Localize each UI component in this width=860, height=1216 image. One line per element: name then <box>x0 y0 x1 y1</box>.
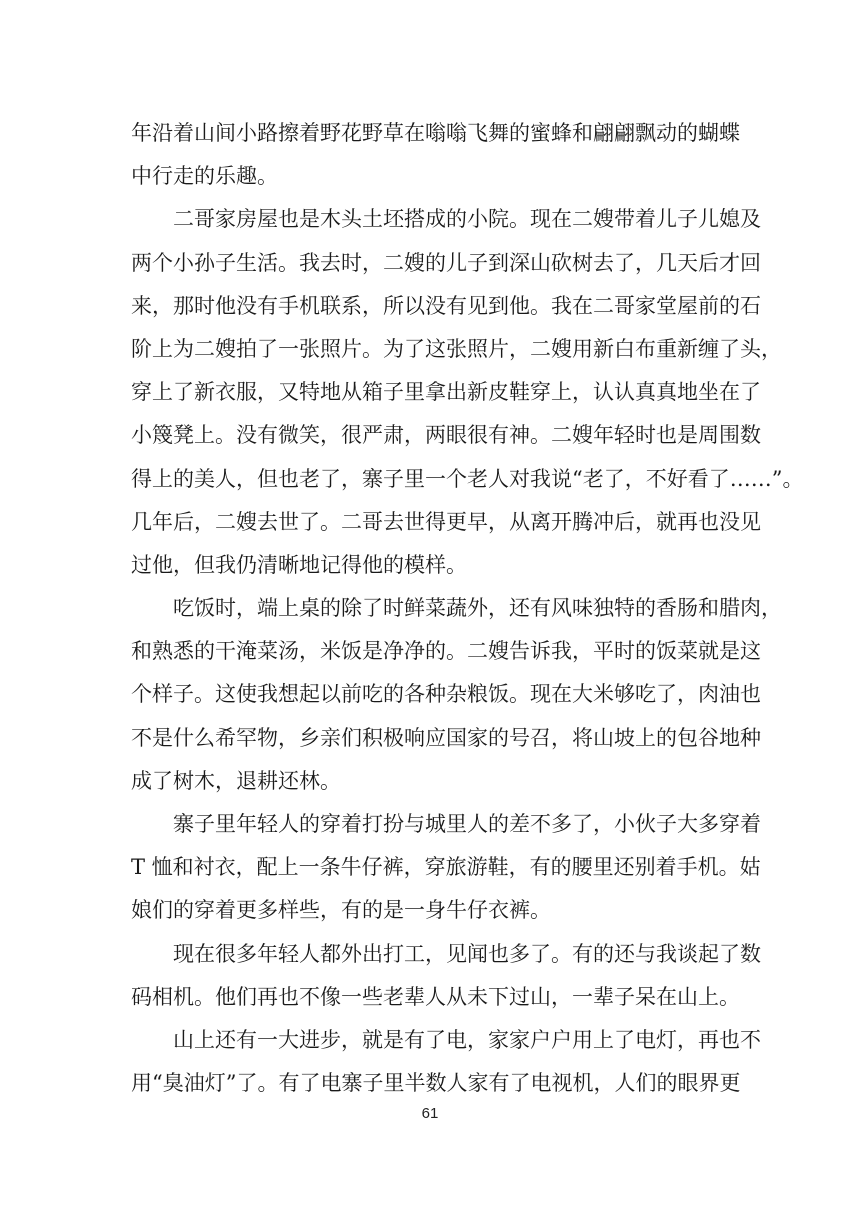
text-line: 成了树木，退耕还林。 <box>131 768 341 793</box>
text-line: 现在很多年轻人都外出打工，见闻也多了。有的还与我谈起了数 <box>173 941 761 966</box>
text-line: 几年后，二嫂去世了。二哥去世得更早，从离开腾冲后，就再也没见 <box>131 509 761 534</box>
text-line: 不是什么希罕物，乡亲们积极响应国家的号召，将山坡上的包谷地种 <box>131 725 761 750</box>
body-text <box>131 112 804 1105</box>
text-line: 中行走的乐趣。 <box>131 164 278 189</box>
text-line: 吃饭时，端上桌的除了时鲜菜蔬外，还有风味独特的香肠和腊肉， <box>173 596 782 621</box>
text-line: 娘们的穿着更多样些，有的是一身牛仔衣裤。 <box>131 898 551 923</box>
text-line: 年沿着山间小路擦着野花野草在嗡嗡飞舞的蜜蜂和翩翩飘动的蝴蝶 <box>131 121 740 145</box>
text-line: 寨子里年轻人的穿着打扮与城里人的差不多了，小伙子大多穿着 <box>173 812 761 836</box>
text-line: 阶上为二嫂拍了一张照片。为了这张照片，二嫂用新白布重新缠了头， <box>131 336 782 361</box>
text-line: 得上的美人，但也老了，寨子里一个老人对我说“老了，不好看了……”。 <box>131 466 804 491</box>
text-line: 穿上了新衣服，又特地从箱子里拿出新皮鞋穿上，认认真真地坐在了 <box>131 380 761 405</box>
text-line: T 恤和衬衣，配上一条牛仔裤，穿旅游鞋，有的腰里还别着手机。姑 <box>131 855 761 880</box>
text-line: 来，那时他没有手机联系，所以没有见到他。我在二哥家堂屋前的石 <box>131 293 761 318</box>
text-line: 小篾凳上。没有微笑，很严肃，两眼很有神。二嫂年轻时也是周围数 <box>131 423 761 448</box>
page-number: 61 <box>421 1105 439 1122</box>
text-line: 和熟悉的干淹菜汤，米饭是净净的。二嫂告诉我，平时的饭菜就是这 <box>131 639 761 664</box>
text-line: 二哥家房屋也是木头土坯搭成的小院。现在二嫂带着儿子儿媳及 <box>173 207 761 232</box>
text-line: 个样子。这使我想起以前吃的各种杂粮饭。现在大米够吃了，肉油也 <box>131 682 761 707</box>
text-line: 过他，但我仍清晰地记得他的模样。 <box>131 552 467 577</box>
text-line: 码相机。他们再也不像一些老辈人从未下过山，一辈子呆在山上。 <box>131 984 740 1009</box>
text-line: 山上还有一大进步，就是有了电，家家户户用上了电灯，再也不 <box>173 1027 761 1052</box>
text-line: 两个小孙子生活。我去时，二嫂的儿子到深山砍树去了，几天后才回 <box>131 250 761 275</box>
text-line: 用“臭油灯”了。有了电寨子里半数人家有了电视机，人们的眼界更 <box>131 1071 741 1096</box>
